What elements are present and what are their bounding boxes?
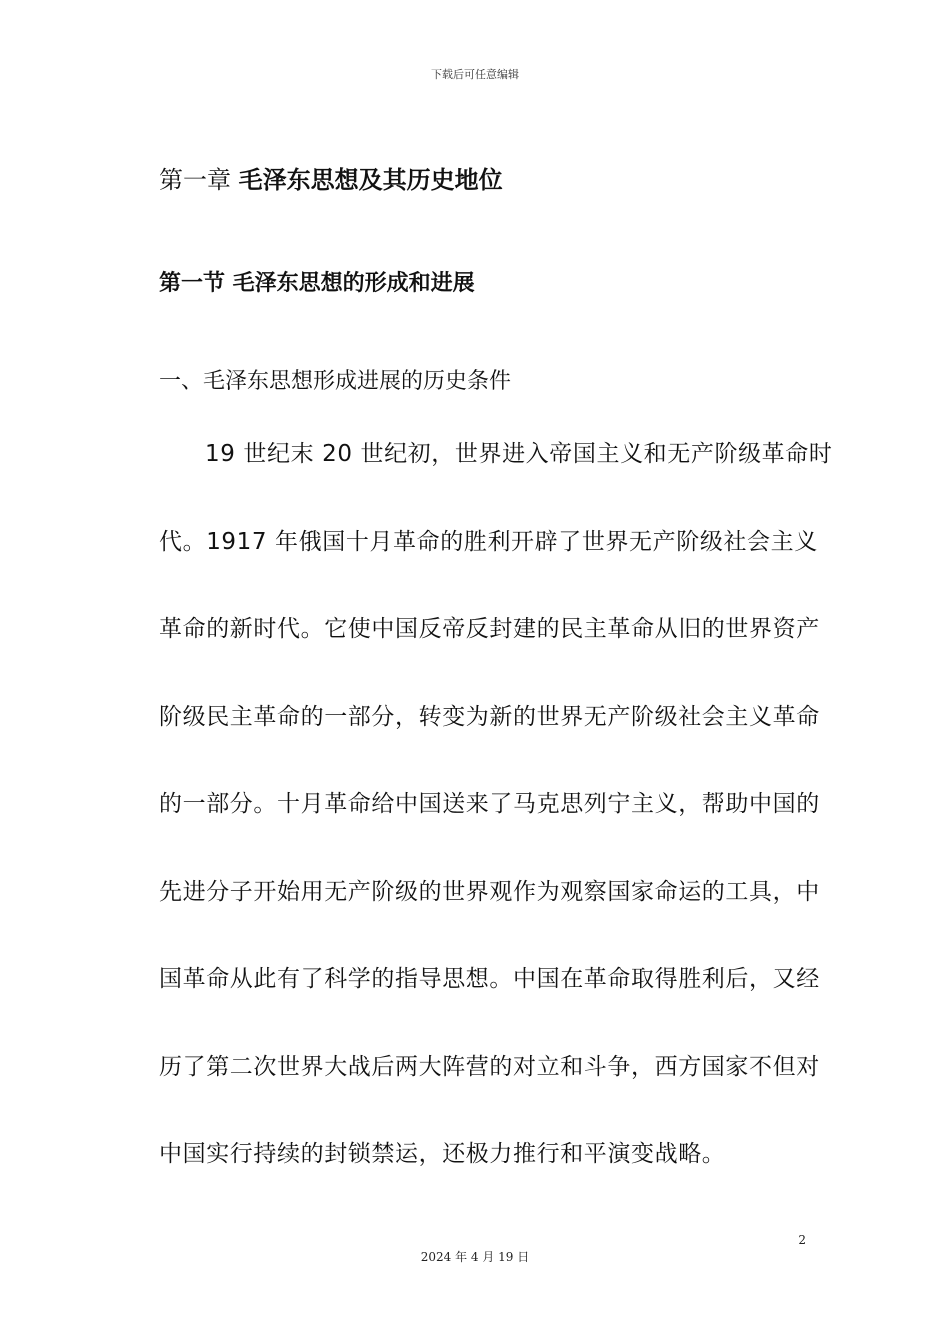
paragraph-line: 阶级民主革命的一部分，转变为新的世界无产阶级社会主义革命 [159,703,820,730]
subsection-title: 一、毛泽东思想形成进展的历史条件 [159,369,512,394]
paragraph-line: 革命的新时代。它使中国反帝反封建的民主革命从旧的世界资产 [159,616,820,642]
page-number: 2 [798,1233,806,1247]
chapter-name: 毛泽东思想及其历史地位 [238,166,503,194]
paragraph-line: 中国实行持续的封锁禁运，还极力推行和平演变战略。 [159,1141,726,1167]
paragraph-line: 国革命从此有了科学的指导思想。中国在革命取得胜利后，又经 [159,966,820,992]
paragraph-line: 历了第二次世界大战后两大阵营的对立和斗争，西方国家不但对 [159,1053,820,1080]
paragraph-line: 先进分子开始用无产阶级的世界观作为观察国家命运的工具，中 [159,878,820,905]
footer-date: 2024 年 4 月 19 日 [420,1250,530,1264]
paragraph-line: 代。1917 年俄国十月革命的胜利开辟了世界无产阶级社会主义 [159,528,818,555]
paragraph-line: 19 世纪末 20 世纪初，世界进入帝国主义和无产阶级革命时 [205,441,833,467]
header-note: 下载后可任意编辑 [431,68,519,81]
paragraph-line: 的一部分。十月革命给中国送来了马克思列宁主义，帮助中国的 [159,791,820,817]
chapter-title [159,160,503,200]
section-title: 第一节 毛泽东思想的形成和进展 [159,271,475,296]
body-paragraph [159,434,833,1222]
chapter-number: 第一章 [159,166,231,194]
